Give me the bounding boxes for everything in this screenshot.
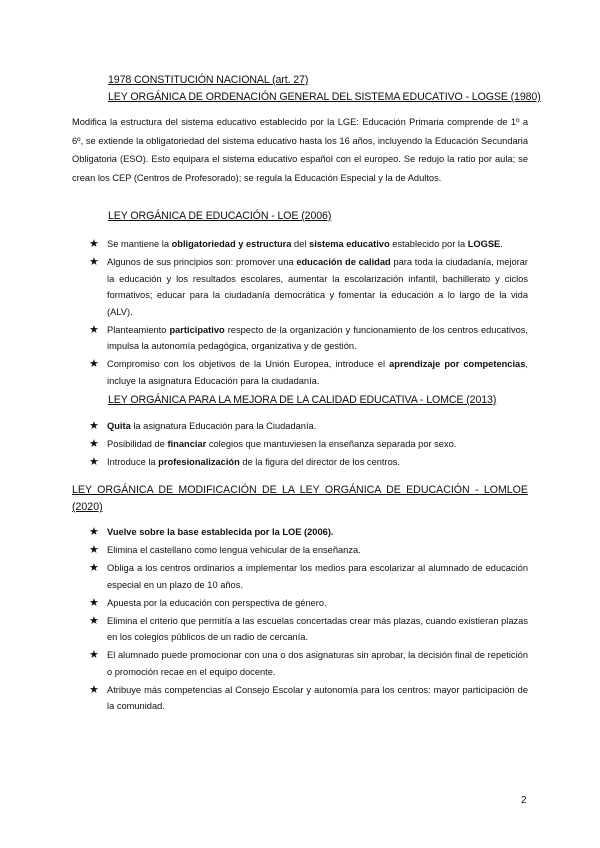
list-item: ★ Atribuye más competencias al Consejo Escolar y autonomía para los centros: mayor participación de la comunidad. [89,683,528,712]
list-item: ★ Introduce la profesionalización de la figura del director de los centros. [89,454,528,471]
star-icon: ★ [89,543,99,556]
star-icon: ★ [89,526,99,538]
star-icon: ★ [89,238,99,250]
list-item: ★ Elimina el castellano como lengua vehicular de la enseñanza. [89,542,528,559]
star-icon: ★ [89,420,99,432]
list-item: ★ Posibilidad de financiar colegios que mantuviesen la enseñanza separada por sexo. [89,436,528,453]
star-icon: ★ [89,614,99,627]
list-item: ★ El alumnado puede promocionar con una o dos asignaturas sin aprobar, la decisión final de repetición o promoción recae en el equipo docente. [89,649,528,677]
star-icon: ★ [89,683,99,696]
list-item: ★ Elimina el criterio que permitía a las escuelas concertadas crear más plazas, cuando existieran plazas en los colegios públicos de un radio de cercanía. [89,614,528,643]
star-icon: ★ [89,455,99,468]
list-item: ★ Quita la asignatura Educación para la Ciudadanía. [89,418,528,435]
lomloe-heading: LEY ORGÁNICA DE MODIFICACIÓN DE LA LEY ORGÁNICA DE EDUCACIÓN - LOMLOE (2020) [72,484,528,513]
list-item: ★ Planteamiento participativo respecto de la organización y funcionamiento de los centros educativos, impulsa la autonomía pedagógica, organizativa y de gestión. [89,323,528,352]
loe-heading: LEY ORGÁNICA DE EDUCACIÓN - LOE (2006) [108,210,332,222]
list-item: ★ Vuelve sobre la base establecida por la LOE (2006). [89,524,528,541]
list-item: ★ Obliga a los centros ordinarios a implementar los medios para escolarizar al alumnado de educación especial en un plazo de 10 años. [89,561,528,590]
list-item: ★ Apuesta por la educación con perspectiva de género. [89,595,528,612]
star-icon: ★ [89,649,99,662]
star-icon: ★ [89,255,99,268]
star-icon: ★ [89,561,99,574]
list-item: ★ Se mantiene la obligatoriedad y estructura del sistema educativo establecido por la LOGSE. [89,236,528,253]
logse-paragraph: Modifica la estructura del sistema educativo establecido por la LGE: Educación Primaria comprende de 1º a 6º, se extiende la obligatoriedad del sistema educativo hasta los 16 años, incluyendo la Educación Secundaria Obligatoria (ESO). Esto equipara el sistema educativo español con el europeo. Se redujo la ratio por aula; se crean los CEP (Centros de Profesorado); se regula la Educación Especial y la de Adultos. [72,117,528,183]
star-icon: ★ [89,596,99,609]
list-item: ★ Compromiso con los objetivos de la Unión Europea, introduce el aprendizaje por competencias, incluye la asignatura Educación para la ciudadanía. [89,358,528,386]
loe-list [89,236,528,391]
star-icon: ★ [89,358,99,371]
lomce-heading: LEY ORGÁNICA PARA LA MEJORA DE LA CALIDAD EDUCATIVA - LOMCE (2013) [108,394,497,406]
lomloe-list [89,524,528,716]
logse-heading: LEY ORGÁNICA DE ORDENACIÓN GENERAL DEL SISTEMA EDUCATIVO - LOGSE (1980) [108,91,541,103]
list-item: ★ Algunos de sus principios son: promover una educación de calidad para toda la ciudadanía, mejorar la educación y los resultados escolares, aumentar la escolarización infantil, bachillerato y ciclos formativos; educar para la ciudadanía democrática y fomentar la educación a lo largo de la vida (ALV). [89,255,528,317]
star-icon: ★ [89,323,99,336]
lomce-list [89,418,528,472]
star-icon: ★ [89,437,99,450]
constitution-heading: 1978 CONSTITUCIÓN NACIONAL (art. 27) [108,74,309,86]
page-number: 2 [521,795,527,806]
